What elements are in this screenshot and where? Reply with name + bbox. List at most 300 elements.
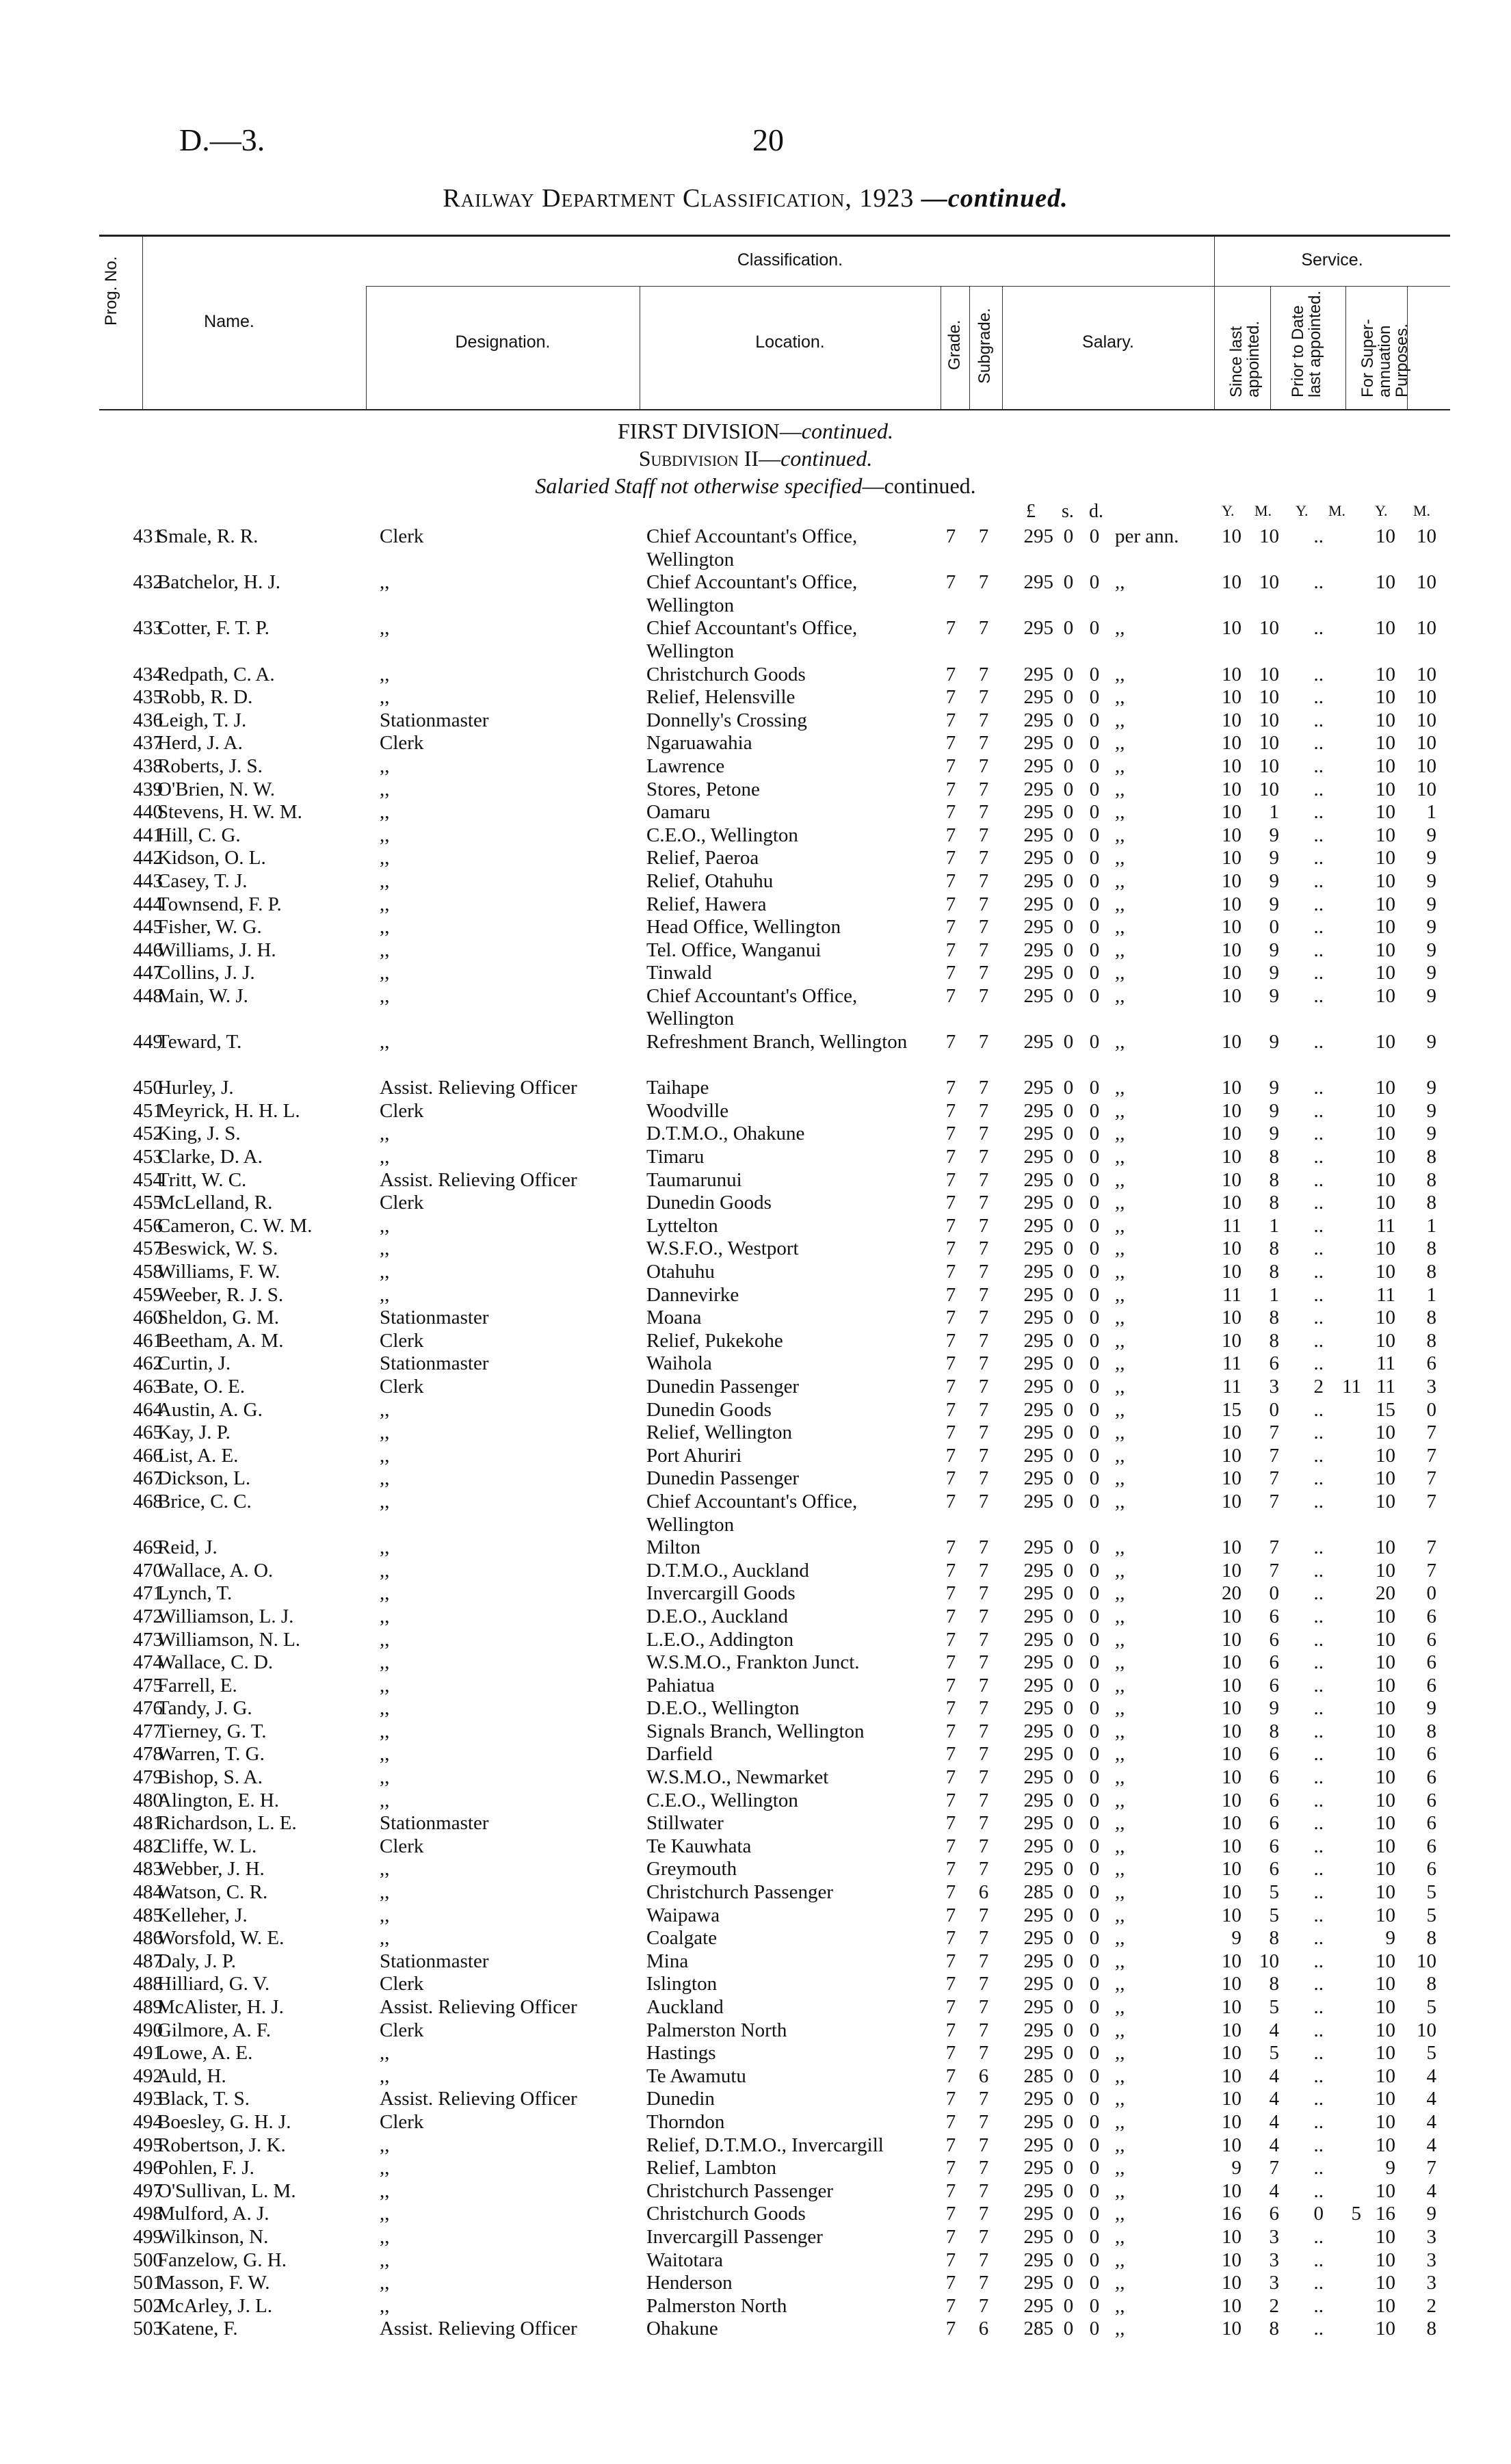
cell-sub: 7 bbox=[978, 1168, 989, 1191]
cell-m1: 2 bbox=[1269, 2294, 1279, 2317]
cell-m3: 9 bbox=[1426, 962, 1436, 984]
cell-pounds: 295 bbox=[1023, 1123, 1053, 1145]
cell-prog: 443 bbox=[133, 869, 163, 892]
cell-grade: 7 bbox=[945, 1329, 956, 1352]
cell-y3: 10 bbox=[1376, 1628, 1395, 1651]
cell-m1: 8 bbox=[1269, 1261, 1279, 1283]
cell-sub: 7 bbox=[978, 1421, 989, 1444]
cell-m3: 5 bbox=[1426, 1904, 1436, 1926]
cell-grade: 7 bbox=[945, 1536, 956, 1559]
cell-grade: 7 bbox=[945, 1582, 956, 1605]
cell-desig: ,, bbox=[380, 2225, 390, 2248]
cell-per: ,, bbox=[1115, 1927, 1125, 1950]
cell-y1: 10 bbox=[1222, 2249, 1241, 2271]
cell-d: 0 bbox=[1089, 1835, 1100, 1857]
col-prior-to: Prior to Date last appointed. bbox=[1289, 290, 1325, 397]
cell-m1: 9 bbox=[1269, 869, 1279, 892]
cell-grade: 7 bbox=[945, 2110, 956, 2133]
cell-s: 0 bbox=[1063, 1307, 1074, 1329]
cell-sub: 7 bbox=[978, 1904, 989, 1926]
cell-name: Roberts, J. S. bbox=[157, 755, 263, 777]
cell-d: 0 bbox=[1089, 2294, 1100, 2317]
cell-pounds: 295 bbox=[1023, 1031, 1053, 1053]
cell-pounds: 295 bbox=[1023, 939, 1053, 961]
cell-y3: 10 bbox=[1376, 939, 1395, 961]
cell-name: Bishop, S. A. bbox=[157, 1766, 263, 1789]
cell-loc: Donnelly's Crossing bbox=[646, 709, 807, 731]
cell-grade: 7 bbox=[945, 1973, 956, 1995]
cell-grade: 7 bbox=[945, 1996, 956, 2018]
cell-m1: 10 bbox=[1259, 755, 1279, 777]
cell-y2: .. bbox=[1313, 2065, 1324, 2087]
table-row bbox=[0, 1973, 1511, 1996]
cell-per: ,, bbox=[1115, 617, 1125, 640]
cell-d: 0 bbox=[1089, 893, 1100, 915]
cell-desig: ,, bbox=[380, 2134, 390, 2156]
cell-sub: 7 bbox=[978, 1674, 989, 1696]
table-row bbox=[0, 870, 1511, 893]
cell-loc: Christchurch Passenger bbox=[646, 2179, 834, 2202]
cell-d: 0 bbox=[1089, 2019, 1100, 2041]
cell-grade: 7 bbox=[945, 1490, 956, 1512]
table-row bbox=[0, 2042, 1511, 2065]
cell-grade: 7 bbox=[945, 1674, 956, 1696]
cell-prog: 495 bbox=[133, 2134, 163, 2156]
cell-desig: ,, bbox=[380, 1881, 390, 1904]
cell-sub: 7 bbox=[978, 2225, 989, 2248]
cell-d: 0 bbox=[1089, 778, 1100, 800]
cell-s: 0 bbox=[1063, 2272, 1074, 2294]
cell-per: ,, bbox=[1115, 1950, 1125, 1972]
cell-pounds: 295 bbox=[1023, 1168, 1053, 1191]
cell-y2: .. bbox=[1313, 1881, 1324, 1904]
cell-m1: 10 bbox=[1259, 571, 1279, 594]
cell-y2: .. bbox=[1313, 1444, 1324, 1467]
cell-per: ,, bbox=[1115, 2019, 1125, 2041]
cell-y3: 16 bbox=[1376, 2203, 1395, 2225]
cell-name: Hilliard, G. V. bbox=[157, 1973, 270, 1995]
cell-m3: 4 bbox=[1426, 2065, 1436, 2087]
cell-d: 0 bbox=[1089, 916, 1100, 939]
cell-pounds: 295 bbox=[1023, 1812, 1053, 1835]
cell-s: 0 bbox=[1063, 1168, 1074, 1191]
cell-y1: 10 bbox=[1222, 847, 1241, 869]
cell-sub: 7 bbox=[978, 2157, 989, 2179]
cell-sub: 7 bbox=[978, 1651, 989, 1674]
cell-s: 0 bbox=[1063, 1192, 1074, 1214]
cell-y2: .. bbox=[1313, 1421, 1324, 1444]
table-row bbox=[0, 1766, 1511, 1790]
cell-desig: Clerk bbox=[380, 1973, 424, 1995]
cell-per: ,, bbox=[1115, 1192, 1125, 1214]
cell-loc: D.E.O., Wellington bbox=[646, 1697, 800, 1720]
cell-pounds: 295 bbox=[1023, 1582, 1053, 1605]
cell-name: Main, W. J. bbox=[157, 984, 248, 1007]
cell-loc: Palmerston North bbox=[646, 2019, 787, 2041]
cell-m1: 8 bbox=[1269, 1237, 1279, 1260]
cell-pounds: 295 bbox=[1023, 1628, 1053, 1651]
cell-m1: 4 bbox=[1269, 2088, 1279, 2110]
cell-pounds: 295 bbox=[1023, 1996, 1053, 2018]
cell-s: 0 bbox=[1063, 1582, 1074, 1605]
cell-y3: 10 bbox=[1376, 1559, 1395, 1582]
cell-per: ,, bbox=[1115, 2042, 1125, 2065]
cell-m1: 9 bbox=[1269, 1099, 1279, 1122]
cell-name: Worsfold, W. E. bbox=[157, 1927, 285, 1950]
cell-sub: 7 bbox=[978, 939, 989, 961]
cell-per: ,, bbox=[1115, 1375, 1125, 1398]
cell-y1: 10 bbox=[1222, 1490, 1241, 1512]
cell-y1: 10 bbox=[1222, 1881, 1241, 1904]
cell-m1: 7 bbox=[1269, 1467, 1279, 1490]
cell-s: 0 bbox=[1063, 709, 1074, 731]
cell-d: 0 bbox=[1089, 869, 1100, 892]
cell-y3: 10 bbox=[1376, 525, 1395, 547]
cell-y3: 10 bbox=[1376, 1835, 1395, 1857]
cell-m3: 9 bbox=[1426, 916, 1436, 939]
cell-per: ,, bbox=[1115, 1421, 1125, 1444]
cell-m1: 7 bbox=[1269, 2157, 1279, 2179]
cell-s: 0 bbox=[1063, 1697, 1074, 1720]
cell-per: ,, bbox=[1115, 2065, 1125, 2087]
cell-prog: 466 bbox=[133, 1444, 163, 1467]
cell-pounds: 295 bbox=[1023, 984, 1053, 1007]
cell-s: 0 bbox=[1063, 1835, 1074, 1857]
cell-loc: Waipawa bbox=[646, 1904, 720, 1926]
cell-grade: 7 bbox=[945, 939, 956, 961]
cell-s: 0 bbox=[1063, 1077, 1074, 1099]
cell-name: Townsend, F. P. bbox=[157, 893, 282, 915]
cell-y2: .. bbox=[1313, 1329, 1324, 1352]
col-since-last: Since last appointed. bbox=[1227, 320, 1263, 397]
cell-name: Reid, J. bbox=[157, 1536, 218, 1559]
cell-y3: 10 bbox=[1376, 847, 1395, 869]
cell-sub: 7 bbox=[978, 709, 989, 731]
cell-grade: 7 bbox=[945, 1352, 956, 1375]
cell-pounds: 295 bbox=[1023, 1146, 1053, 1168]
cell-per: ,, bbox=[1115, 801, 1125, 824]
cell-prog: 434 bbox=[133, 663, 163, 685]
cell-s: 0 bbox=[1063, 1490, 1074, 1512]
cell-prog: 490 bbox=[133, 2019, 163, 2041]
cell-grade: 7 bbox=[945, 2225, 956, 2248]
cell-m1: 9 bbox=[1269, 984, 1279, 1007]
cell-per: ,, bbox=[1115, 1490, 1125, 1512]
cell-grade: 7 bbox=[945, 1720, 956, 1742]
cell-d: 0 bbox=[1089, 1352, 1100, 1375]
cell-desig: Stationmaster bbox=[380, 1950, 489, 1972]
cell-name: Daly, J. P. bbox=[157, 1950, 236, 1972]
cell-m1: 5 bbox=[1269, 2042, 1279, 2065]
cell-y2: .. bbox=[1313, 571, 1324, 594]
cell-pounds: 295 bbox=[1023, 2225, 1053, 2248]
cell-s: 0 bbox=[1063, 2019, 1074, 2041]
cell-s: 0 bbox=[1063, 824, 1074, 846]
cell-desig: Clerk bbox=[380, 1375, 424, 1398]
cell-y3: 10 bbox=[1376, 1237, 1395, 1260]
cell-per: ,, bbox=[1115, 1743, 1125, 1766]
cell-sub: 7 bbox=[978, 1973, 989, 1995]
cell-y1: 10 bbox=[1222, 1996, 1241, 2018]
cell-name: Tierney, G. T. bbox=[157, 1720, 267, 1742]
cell-grade: 7 bbox=[945, 617, 956, 640]
cell-loc: Relief, Otahuhu bbox=[646, 869, 774, 892]
cell-name: Williams, F. W. bbox=[157, 1261, 280, 1283]
cell-desig: ,, bbox=[380, 2179, 390, 2202]
cell-y2: .. bbox=[1313, 2318, 1324, 2340]
cell-y3: 10 bbox=[1376, 1858, 1395, 1880]
cell-d: 0 bbox=[1089, 2042, 1100, 2065]
cell-loc: Head Office, Wellington bbox=[646, 916, 841, 939]
cell-grade: 7 bbox=[945, 1628, 956, 1651]
cell-d: 0 bbox=[1089, 1720, 1100, 1742]
table-row bbox=[0, 2318, 1511, 2341]
cell-per: ,, bbox=[1115, 1146, 1125, 1168]
cell-y2: .. bbox=[1313, 525, 1324, 547]
cell-y3: 10 bbox=[1376, 2134, 1395, 2156]
cell-prog: 462 bbox=[133, 1352, 163, 1375]
table-row bbox=[0, 1123, 1511, 1146]
cell-desig: ,, bbox=[380, 1743, 390, 1766]
cell-grade: 7 bbox=[945, 2179, 956, 2202]
cell-y2: .. bbox=[1313, 778, 1324, 800]
cell-y2: .. bbox=[1313, 1697, 1324, 1720]
cell-per: ,, bbox=[1115, 2294, 1125, 2317]
cell-s: 0 bbox=[1063, 1261, 1074, 1283]
cell-loc: W.S.M.O., Frankton Junct. bbox=[646, 1651, 860, 1674]
table-row bbox=[0, 1169, 1511, 1192]
unit-y2: Y. bbox=[1296, 502, 1309, 519]
table-row bbox=[0, 617, 1511, 663]
cell-sub: 7 bbox=[978, 525, 989, 547]
cell-name: Williamson, L. J. bbox=[157, 1605, 294, 1627]
cell-per: ,, bbox=[1115, 1789, 1125, 1811]
table-row bbox=[0, 1399, 1511, 1422]
cell-sub: 7 bbox=[978, 1605, 989, 1627]
cell-d: 0 bbox=[1089, 1789, 1100, 1811]
cell-y2: .. bbox=[1313, 1559, 1324, 1582]
cell-desig: Assist. Relieving Officer bbox=[380, 1168, 577, 1191]
cell-loc: Chief Accountant's Office, Wellington bbox=[646, 984, 858, 1030]
cell-name: Watson, C. R. bbox=[157, 1881, 268, 1904]
cell-sub: 7 bbox=[978, 1283, 989, 1306]
cell-s: 0 bbox=[1063, 1398, 1074, 1421]
cell-grade: 7 bbox=[945, 2042, 956, 2065]
cell-name: Leigh, T. J. bbox=[157, 709, 247, 731]
cell-desig: ,, bbox=[380, 939, 390, 961]
cell-prog: 477 bbox=[133, 1720, 163, 1742]
cell-loc: Christchurch Goods bbox=[646, 663, 806, 685]
cell-grade: 7 bbox=[945, 847, 956, 869]
table-row bbox=[0, 686, 1511, 709]
table-row bbox=[0, 1996, 1511, 2019]
table-row bbox=[0, 1927, 1511, 1950]
cell-pounds: 295 bbox=[1023, 1467, 1053, 1490]
cell-grade: 7 bbox=[945, 1192, 956, 1214]
cell-name: Beswick, W. S. bbox=[157, 1237, 278, 1260]
cell-y2: .. bbox=[1313, 709, 1324, 731]
cell-y2: .. bbox=[1313, 732, 1324, 755]
cell-y1: 10 bbox=[1222, 1950, 1241, 1972]
cell-grade: 7 bbox=[945, 962, 956, 984]
cell-loc: Chief Accountant's Office, Wellington bbox=[646, 1490, 858, 1536]
table-row bbox=[0, 664, 1511, 687]
table-row bbox=[0, 2180, 1511, 2203]
cell-per: ,, bbox=[1115, 916, 1125, 939]
cell-loc: Relief, Lambton bbox=[646, 2157, 777, 2179]
cell-per: ,, bbox=[1115, 2249, 1125, 2271]
cell-m3: 8 bbox=[1426, 1329, 1436, 1352]
cell-desig: ,, bbox=[380, 1858, 390, 1880]
cell-sub: 6 bbox=[978, 1881, 989, 1904]
cell-m3: 8 bbox=[1426, 1146, 1436, 1168]
cell-sub: 7 bbox=[978, 1766, 989, 1789]
cell-pounds: 295 bbox=[1023, 1398, 1053, 1421]
cell-name: Cotter, F. T. P. bbox=[157, 617, 270, 640]
unit-y1: Y. bbox=[1222, 502, 1235, 519]
cell-m3: 9 bbox=[1426, 1077, 1436, 1099]
cell-m3: 8 bbox=[1426, 1720, 1436, 1742]
cell-s: 0 bbox=[1063, 1123, 1074, 1145]
cell-y1: 10 bbox=[1222, 732, 1241, 755]
cell-y1: 10 bbox=[1222, 1467, 1241, 1490]
cell-m1: 6 bbox=[1269, 1766, 1279, 1789]
cell-grade: 7 bbox=[945, 663, 956, 685]
cell-s: 0 bbox=[1063, 1973, 1074, 1995]
cell-per: ,, bbox=[1115, 1099, 1125, 1122]
cell-grade: 7 bbox=[945, 1904, 956, 1926]
cell-desig: Assist. Relieving Officer bbox=[380, 2318, 577, 2340]
cell-pounds: 295 bbox=[1023, 893, 1053, 915]
cell-sub: 7 bbox=[978, 778, 989, 800]
cell-m3: 9 bbox=[1426, 1031, 1436, 1053]
cell-y2: .. bbox=[1313, 1766, 1324, 1789]
cell-grade: 7 bbox=[945, 755, 956, 777]
cell-m1: 4 bbox=[1269, 2019, 1279, 2041]
cell-y3: 10 bbox=[1376, 916, 1395, 939]
cell-desig: ,, bbox=[380, 1123, 390, 1145]
cell-desig: ,, bbox=[380, 2294, 390, 2317]
cell-y2: .. bbox=[1313, 1927, 1324, 1950]
cell-y2: .. bbox=[1313, 1099, 1324, 1122]
cell-d: 0 bbox=[1089, 1192, 1100, 1214]
cell-s: 0 bbox=[1063, 2065, 1074, 2087]
cell-pounds: 295 bbox=[1023, 1192, 1053, 1214]
cell-y2: .. bbox=[1313, 1123, 1324, 1145]
cell-pounds: 285 bbox=[1023, 2318, 1053, 2340]
cell-desig: ,, bbox=[380, 1720, 390, 1742]
cell-d: 0 bbox=[1089, 2272, 1100, 2294]
cell-grade: 7 bbox=[945, 1168, 956, 1191]
cell-prog: 479 bbox=[133, 1766, 163, 1789]
cell-s: 0 bbox=[1063, 1628, 1074, 1651]
cell-pounds: 295 bbox=[1023, 1973, 1053, 1995]
cell-d: 0 bbox=[1089, 1559, 1100, 1582]
cell-d: 0 bbox=[1089, 2249, 1100, 2271]
cell-name: McArley, J. L. bbox=[157, 2294, 273, 2317]
cell-desig: ,, bbox=[380, 1421, 390, 1444]
cell-loc: L.E.O., Addington bbox=[646, 1628, 794, 1651]
cell-y3: 10 bbox=[1376, 1904, 1395, 1926]
table-row bbox=[0, 2157, 1511, 2180]
cell-pounds: 285 bbox=[1023, 1881, 1053, 1904]
cell-d: 0 bbox=[1089, 2134, 1100, 2156]
cell-per: ,, bbox=[1115, 2134, 1125, 2156]
cell-grade: 7 bbox=[945, 824, 956, 846]
cell-sub: 7 bbox=[978, 1237, 989, 1260]
page-title bbox=[0, 183, 1511, 213]
cell-y3: 10 bbox=[1376, 1421, 1395, 1444]
cell-s: 0 bbox=[1063, 893, 1074, 915]
table-row bbox=[0, 1261, 1511, 1284]
cell-s: 0 bbox=[1063, 1467, 1074, 1490]
cell-prog: 452 bbox=[133, 1123, 163, 1145]
cell-grade: 7 bbox=[945, 2203, 956, 2225]
cell-y1: 10 bbox=[1222, 2134, 1241, 2156]
cell-y1: 10 bbox=[1222, 1835, 1241, 1857]
cell-s: 0 bbox=[1063, 732, 1074, 755]
cell-sub: 7 bbox=[978, 916, 989, 939]
cell-loc: Tinwald bbox=[646, 962, 712, 984]
cell-pounds: 295 bbox=[1023, 1077, 1053, 1099]
cell-grade: 7 bbox=[945, 1605, 956, 1627]
cell-s: 0 bbox=[1063, 525, 1074, 547]
cell-grade: 7 bbox=[945, 1261, 956, 1283]
cell-y1: 10 bbox=[1222, 1605, 1241, 1627]
cell-loc: Ohakune bbox=[646, 2318, 718, 2340]
cell-y3: 10 bbox=[1376, 1467, 1395, 1490]
cell-y3: 11 bbox=[1376, 1214, 1395, 1237]
cell-prog: 482 bbox=[133, 1835, 163, 1857]
division-heading: FIRST DIVISION—continued. bbox=[618, 419, 893, 443]
cell-pounds: 295 bbox=[1023, 709, 1053, 731]
cell-m3: 7 bbox=[1426, 2157, 1436, 2179]
cell-per: ,, bbox=[1115, 1123, 1125, 1145]
cell-y3: 10 bbox=[1376, 1146, 1395, 1168]
cell-m3: 6 bbox=[1426, 1605, 1436, 1627]
cell-m3: 4 bbox=[1426, 2088, 1436, 2110]
cell-per: ,, bbox=[1115, 2088, 1125, 2110]
cell-m1: 6 bbox=[1269, 1651, 1279, 1674]
cell-desig: ,, bbox=[380, 1467, 390, 1490]
cell-d: 0 bbox=[1089, 801, 1100, 824]
cell-d: 0 bbox=[1089, 1490, 1100, 1512]
cell-y3: 10 bbox=[1376, 1192, 1395, 1214]
cell-s: 0 bbox=[1063, 1858, 1074, 1880]
cell-m1: 1 bbox=[1269, 1283, 1279, 1306]
cell-pounds: 295 bbox=[1023, 2179, 1053, 2202]
cell-y2: .. bbox=[1313, 2179, 1324, 2202]
cell-grade: 7 bbox=[945, 732, 956, 755]
cell-loc: Relief, Pukekohe bbox=[646, 1329, 783, 1352]
cell-prog: 432 bbox=[133, 571, 163, 594]
table-row bbox=[0, 1858, 1511, 1881]
cell-grade: 7 bbox=[945, 1237, 956, 1260]
cell-d: 0 bbox=[1089, 1904, 1100, 1926]
cell-m3: 0 bbox=[1426, 1582, 1436, 1605]
cell-pounds: 295 bbox=[1023, 778, 1053, 800]
cell-m3: 5 bbox=[1426, 2042, 1436, 2065]
col-name: Name. bbox=[204, 312, 254, 331]
cell-d: 0 bbox=[1089, 1214, 1100, 1237]
cell-per: ,, bbox=[1115, 2225, 1125, 2248]
cell-m3: 10 bbox=[1417, 1950, 1436, 1972]
cell-prog: 496 bbox=[133, 2157, 163, 2179]
cell-d: 0 bbox=[1089, 1697, 1100, 1720]
cell-s: 0 bbox=[1063, 2225, 1074, 2248]
cell-d: 0 bbox=[1089, 847, 1100, 869]
cell-pounds: 295 bbox=[1023, 1444, 1053, 1467]
